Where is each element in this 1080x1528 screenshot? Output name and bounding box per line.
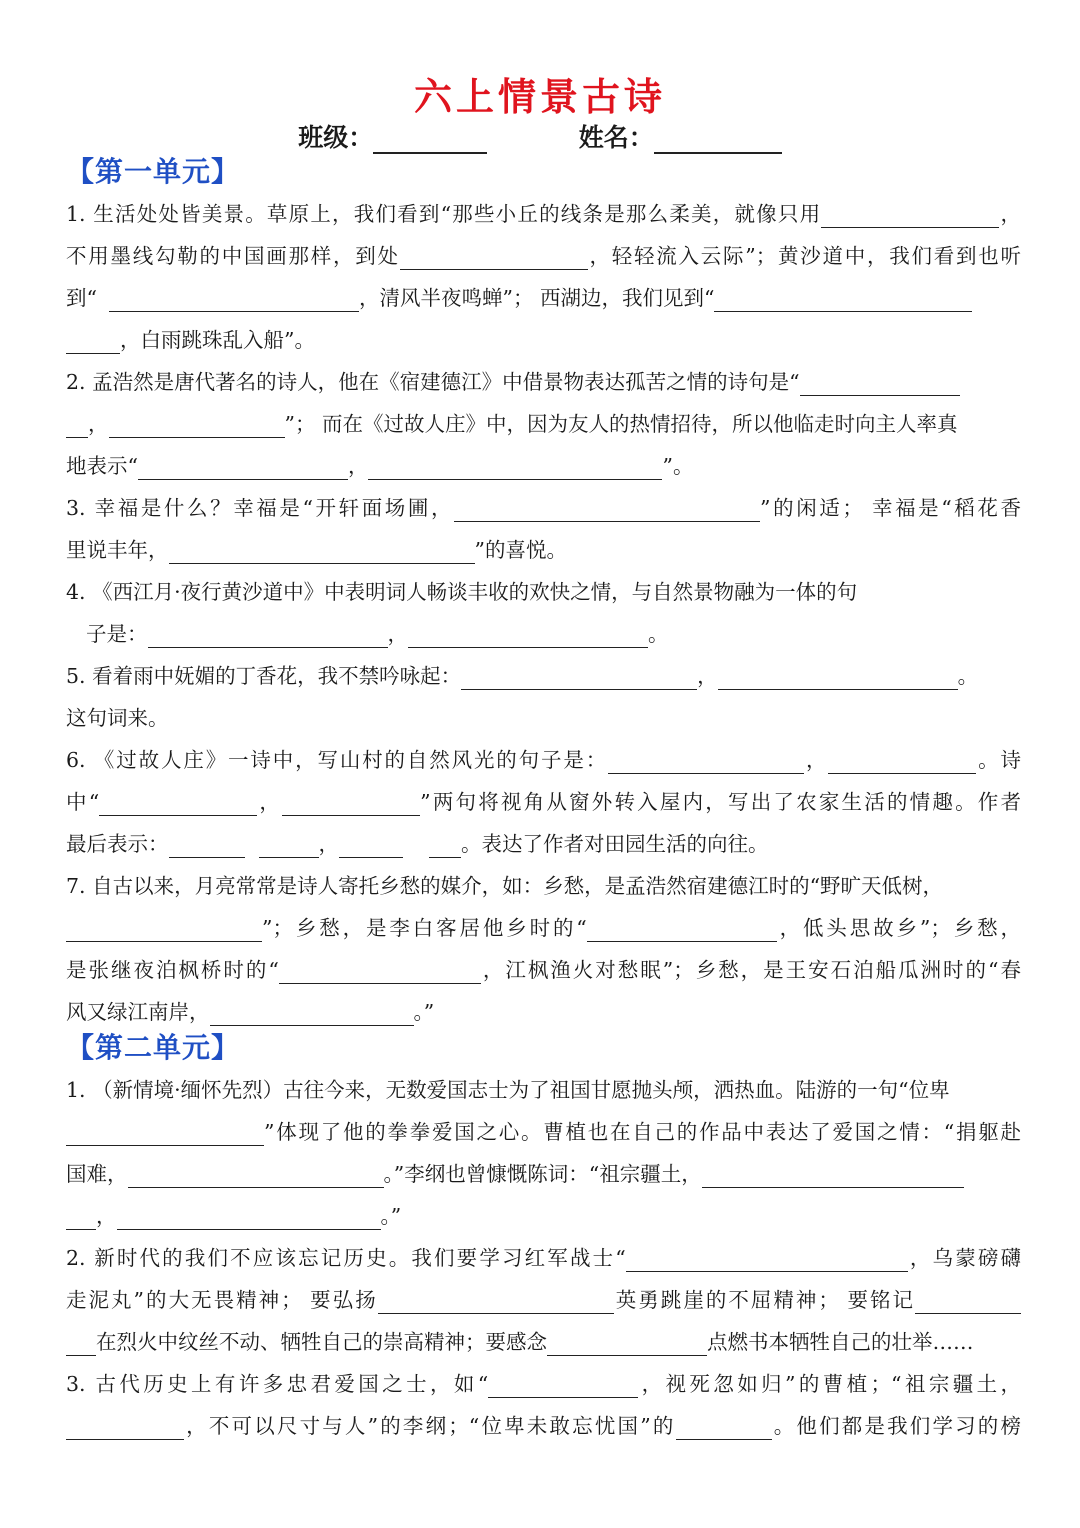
question-line: 3. 幸福是什么？幸福是“开轩面场圃， ”的闲适； 幸福是“稻花香 <box>66 487 1021 529</box>
question-line: 走泥丸”的大无畏精神； 要弘扬 英勇跳崖的不屈精神； 要铭记 <box>66 1279 1021 1321</box>
answer-blank[interactable] <box>915 1285 1021 1314</box>
answer-blank[interactable] <box>828 745 976 774</box>
answer-blank[interactable] <box>454 493 760 522</box>
answer-blank[interactable] <box>259 829 319 858</box>
answer-blank[interactable] <box>279 955 481 984</box>
question-line: 2. 新时代的我们不应该忘记历史。我们要学习红军战士“ ，乌蒙磅礴 <box>66 1237 1021 1279</box>
answer-blank[interactable] <box>66 325 120 354</box>
student-info-row <box>0 118 1080 154</box>
answer-blank[interactable] <box>626 1243 908 1272</box>
question-line: ，白雨跳珠乱入船”。 <box>66 319 1021 361</box>
answer-blank[interactable] <box>66 1411 184 1440</box>
answer-blank[interactable] <box>378 1285 614 1314</box>
question-line: ”体现了他的拳拳爱国之心。曹植也在自己的作品中表达了爱国之情：“捐躯赴 <box>66 1111 1021 1153</box>
answer-blank[interactable] <box>109 283 359 312</box>
question-line: 不用墨线勾勒的中国画那样，到处 ，轻轻流入云际”；黄沙道中，我们看到也听 <box>66 235 1021 277</box>
answer-blank[interactable] <box>702 1159 964 1188</box>
question-line: 风又绿江南岸， 。” <box>66 991 1021 1033</box>
question-line: 6. 《过故人庄》一诗中，写山村的自然风光的句子是： ， 。诗 <box>66 739 1021 781</box>
answer-blank[interactable] <box>408 619 648 648</box>
question-line: 4. 《西江月·夜行黄沙道中》中表明词人畅谈丰收的欢快之情，与自然景物融为一体的句 <box>66 580 858 604</box>
unit-heading: 【第一单元】 <box>66 155 241 188</box>
question-line: 里说丰年， ”的喜悦。 <box>66 529 1021 571</box>
answer-blank[interactable] <box>587 913 777 942</box>
answer-blank[interactable] <box>488 1369 638 1398</box>
question-line: 地表示“ ， ”。 <box>66 445 1021 487</box>
answer-blank[interactable] <box>282 787 420 816</box>
answer-blank[interactable] <box>400 241 588 270</box>
question-line: ， 。” <box>66 1195 1021 1237</box>
question-line: 7. 自古以来，月亮常常是诗人寄托乡愁的媒介，如：乡愁，是孟浩然宿建德江时的“野旷天低树， <box>66 874 944 898</box>
question-line: 这句词来。 <box>66 706 169 730</box>
answer-blank[interactable] <box>800 367 960 396</box>
question-line: 子是： ， 。 <box>86 613 1041 655</box>
question-line: 中“ ， ”两句将视角从窗外转入屋内，写出了农家生活的情趣。作者 <box>66 781 1021 823</box>
question-line: ”；乡愁，是李白客居他乡时的“ ，低头思故乡”；乡愁， <box>66 907 1021 949</box>
answer-blank[interactable] <box>109 409 285 438</box>
class-blank[interactable] <box>373 126 487 154</box>
answer-blank[interactable] <box>148 619 388 648</box>
answer-blank[interactable] <box>66 913 262 942</box>
answer-blank[interactable] <box>66 1117 264 1146</box>
question-line: 是张继夜泊枫桥时的“ ，江枫渔火对愁眠”；乡愁，是王安石泊船瓜洲时的“春 <box>66 949 1021 991</box>
question-line: 5. 看着雨中妩媚的丁香花，我不禁吟咏起： ， 。 <box>66 655 1021 697</box>
answer-blank[interactable] <box>339 829 403 858</box>
answer-blank[interactable] <box>99 787 257 816</box>
page-title: 六上情景古诗 <box>413 75 666 119</box>
name-blank[interactable] <box>654 126 782 154</box>
answer-blank[interactable] <box>66 1201 96 1230</box>
answer-blank[interactable] <box>718 661 958 690</box>
answer-blank[interactable] <box>547 1327 707 1356</box>
answer-blank[interactable] <box>66 1327 96 1356</box>
answer-blank[interactable] <box>169 829 245 858</box>
question-line: 最后表示： ， 。表达了作者对田园生活的向往。 <box>66 823 1021 865</box>
answer-blank[interactable] <box>169 535 475 564</box>
answer-blank[interactable] <box>714 283 972 312</box>
answer-blank[interactable] <box>821 199 999 228</box>
answer-blank[interactable] <box>138 451 348 480</box>
answer-blank[interactable] <box>128 1159 384 1188</box>
answer-blank[interactable] <box>608 745 804 774</box>
question-line: 1. （新情境·缅怀先烈）古往今来，无数爱国志士为了祖国甘愿抛头颅，洒热血。陆游的一句“位卑 <box>66 1078 950 1102</box>
question-line: ，不可以尺寸与人”的李纲；“位卑未敢忘忧国”的 。他们都是我们学习的榜 <box>66 1405 1021 1447</box>
answer-blank[interactable] <box>461 661 697 690</box>
unit-heading: 【第二单元】 <box>66 1031 241 1064</box>
answer-blank[interactable] <box>368 451 662 480</box>
answer-blank[interactable] <box>676 1411 772 1440</box>
question-line: 国难， 。”李纲也曾慷慨陈词：“祖宗疆土， <box>66 1153 1021 1195</box>
class-label: 班级： <box>298 123 374 152</box>
question-line: 2. 孟浩然是唐代著名的诗人，他在《宿建德江》中借景物表达孤苦之情的诗句是“ <box>66 361 1021 403</box>
question-line: ， ”； 而在《过故人庄》中，因为友人的热情招待，所以他临走时向主人率真 <box>66 403 1021 445</box>
answer-blank[interactable] <box>429 829 461 858</box>
answer-blank[interactable] <box>117 1201 381 1230</box>
name-label: 姓名： <box>578 123 654 152</box>
question-line: 3. 古代历史上有许多忠君爱国之士，如“ ，视死忽如归”的曹植；“祖宗疆土， <box>66 1363 1021 1405</box>
question-line: 到“ ，清风半夜鸣蝉”； 西湖边，我们见到“ <box>66 277 1021 319</box>
answer-blank[interactable] <box>210 997 414 1026</box>
question-line: 在烈火中纹丝不动、牺牲自己的崇高精神；要感念 点燃书本牺牲自己的壮举…… <box>66 1321 1021 1363</box>
question-line: 1. 生活处处皆美景。草原上，我们看到“那些小丘的线条是那么柔美，就像只用 ， <box>66 193 1021 235</box>
answer-blank[interactable] <box>66 409 88 438</box>
